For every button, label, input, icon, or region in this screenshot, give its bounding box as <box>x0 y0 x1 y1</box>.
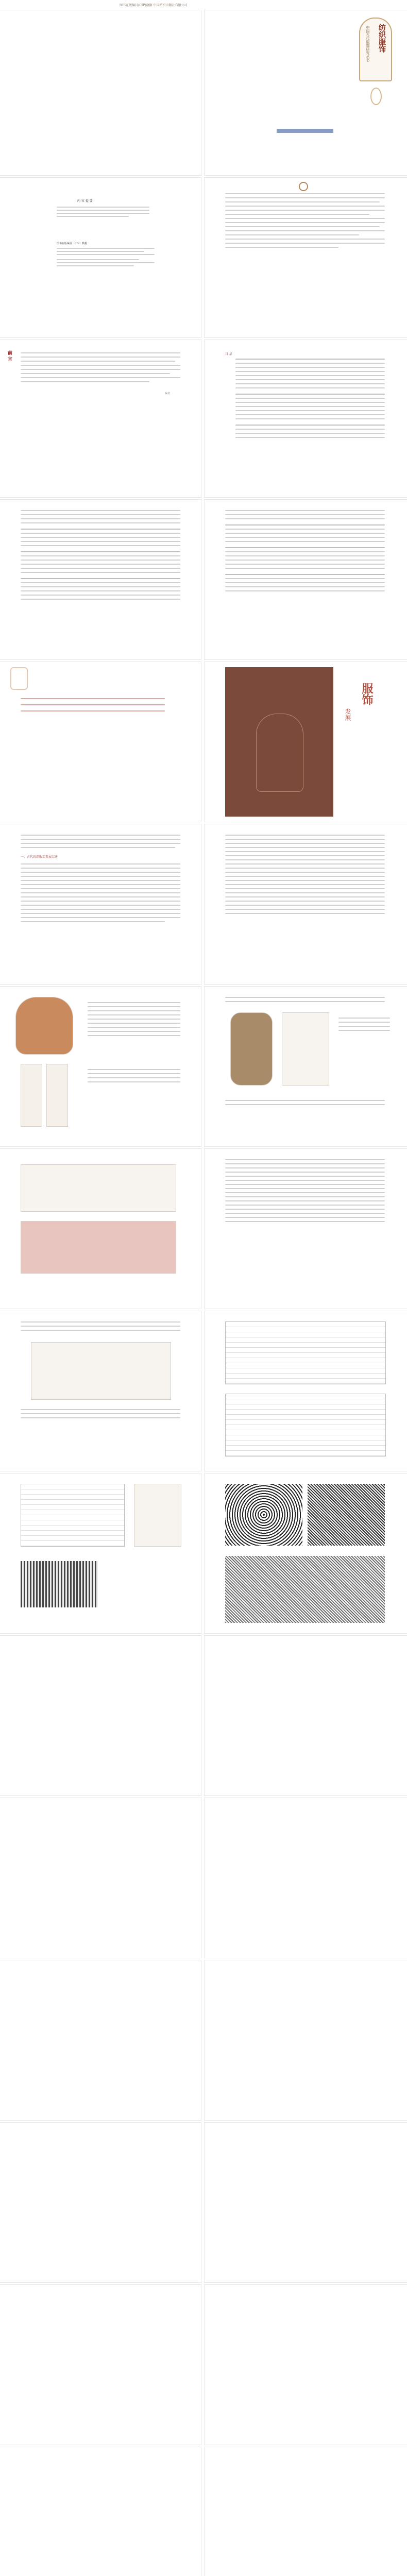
page-1-left <box>0 10 201 175</box>
figure-garment-sketch <box>282 1012 329 1086</box>
abstract-heading: 内 容 提 要 <box>77 199 93 203</box>
page-11-left <box>0 1636 201 1795</box>
running-header <box>0 0 407 10</box>
page-10-right <box>205 1473 407 1633</box>
cover-emblem <box>359 18 392 81</box>
page-2-right <box>205 178 407 337</box>
data-table-2 <box>225 1394 386 1456</box>
page-3-left <box>0 340 201 497</box>
page-5-right <box>205 662 407 822</box>
page-12-left <box>0 1798 201 1958</box>
page-9-right <box>205 1311 407 1471</box>
figure-textile-3 <box>225 1556 385 1623</box>
page-12-right <box>205 1798 407 1958</box>
preface-emblem <box>299 182 308 191</box>
page-8-left <box>0 1149 201 1309</box>
figure-textile-1 <box>225 1484 302 1546</box>
page-6-right <box>205 824 407 984</box>
page-7-right <box>205 987 407 1146</box>
cover-series: 纺织服饰 <box>378 24 386 53</box>
figure-textile-2 <box>308 1484 385 1546</box>
page-10-left <box>0 1473 201 1633</box>
preface-signature: 编者 <box>165 392 171 395</box>
preface-side-label: 前 言 <box>7 350 12 362</box>
page-4-left <box>0 500 201 659</box>
page-3-right <box>205 340 407 497</box>
page-11-right <box>205 1636 407 1795</box>
page-8-right <box>205 1149 407 1309</box>
section-heading: 一、古代纺织服装发展综述 <box>21 855 58 859</box>
figure-garment-pattern <box>31 1342 171 1400</box>
page-9-left <box>0 1311 201 1471</box>
page-4-right <box>205 500 407 659</box>
figure-silhouette <box>256 714 303 792</box>
page-15-right <box>205 2285 407 2445</box>
cover-subtitle: 中国古代服饰研究丛书 <box>366 26 370 62</box>
page-15-left <box>0 2285 201 2445</box>
figure-costume-row <box>21 1164 176 1212</box>
figure-color-costumes <box>21 1221 176 1274</box>
page-16-left <box>0 2447 201 2576</box>
running-title: 图书在版编目(CIP)数据 中国纺织出版社有限公司 <box>120 4 188 7</box>
figure-ink-drawing-1 <box>21 1064 42 1127</box>
data-table-1 <box>225 1321 386 1384</box>
toc-corner-ornament <box>10 667 28 690</box>
page-7-left <box>0 987 201 1146</box>
publisher-logo <box>277 129 333 133</box>
figure-weave-pattern <box>21 1561 98 1607</box>
figure-ink-drawing-2 <box>46 1064 68 1127</box>
figure-pottery <box>15 997 73 1055</box>
page-1-right <box>205 10 407 175</box>
divider-title: 服饰 <box>360 683 374 705</box>
cip-heading: 图书在版编目（CIP）数据 <box>57 242 88 245</box>
section-divider-panel <box>225 667 333 817</box>
page-14-right <box>205 2123 407 2282</box>
data-table-3 <box>21 1484 125 1547</box>
page-6-left <box>0 824 201 984</box>
page-2-left <box>0 178 201 337</box>
cover-ornament <box>370 88 382 105</box>
page-5-left <box>0 662 201 822</box>
page-13-left <box>0 1960 201 2120</box>
page-13-right <box>205 1960 407 2120</box>
divider-title-2: 发展 <box>344 708 351 721</box>
page-14-left <box>0 2123 201 2282</box>
figure-robe <box>134 1484 181 1547</box>
figure-standing-figurine <box>230 1012 273 1086</box>
toc-heading: 目 录 <box>225 352 232 356</box>
page-16-right <box>205 2447 407 2576</box>
